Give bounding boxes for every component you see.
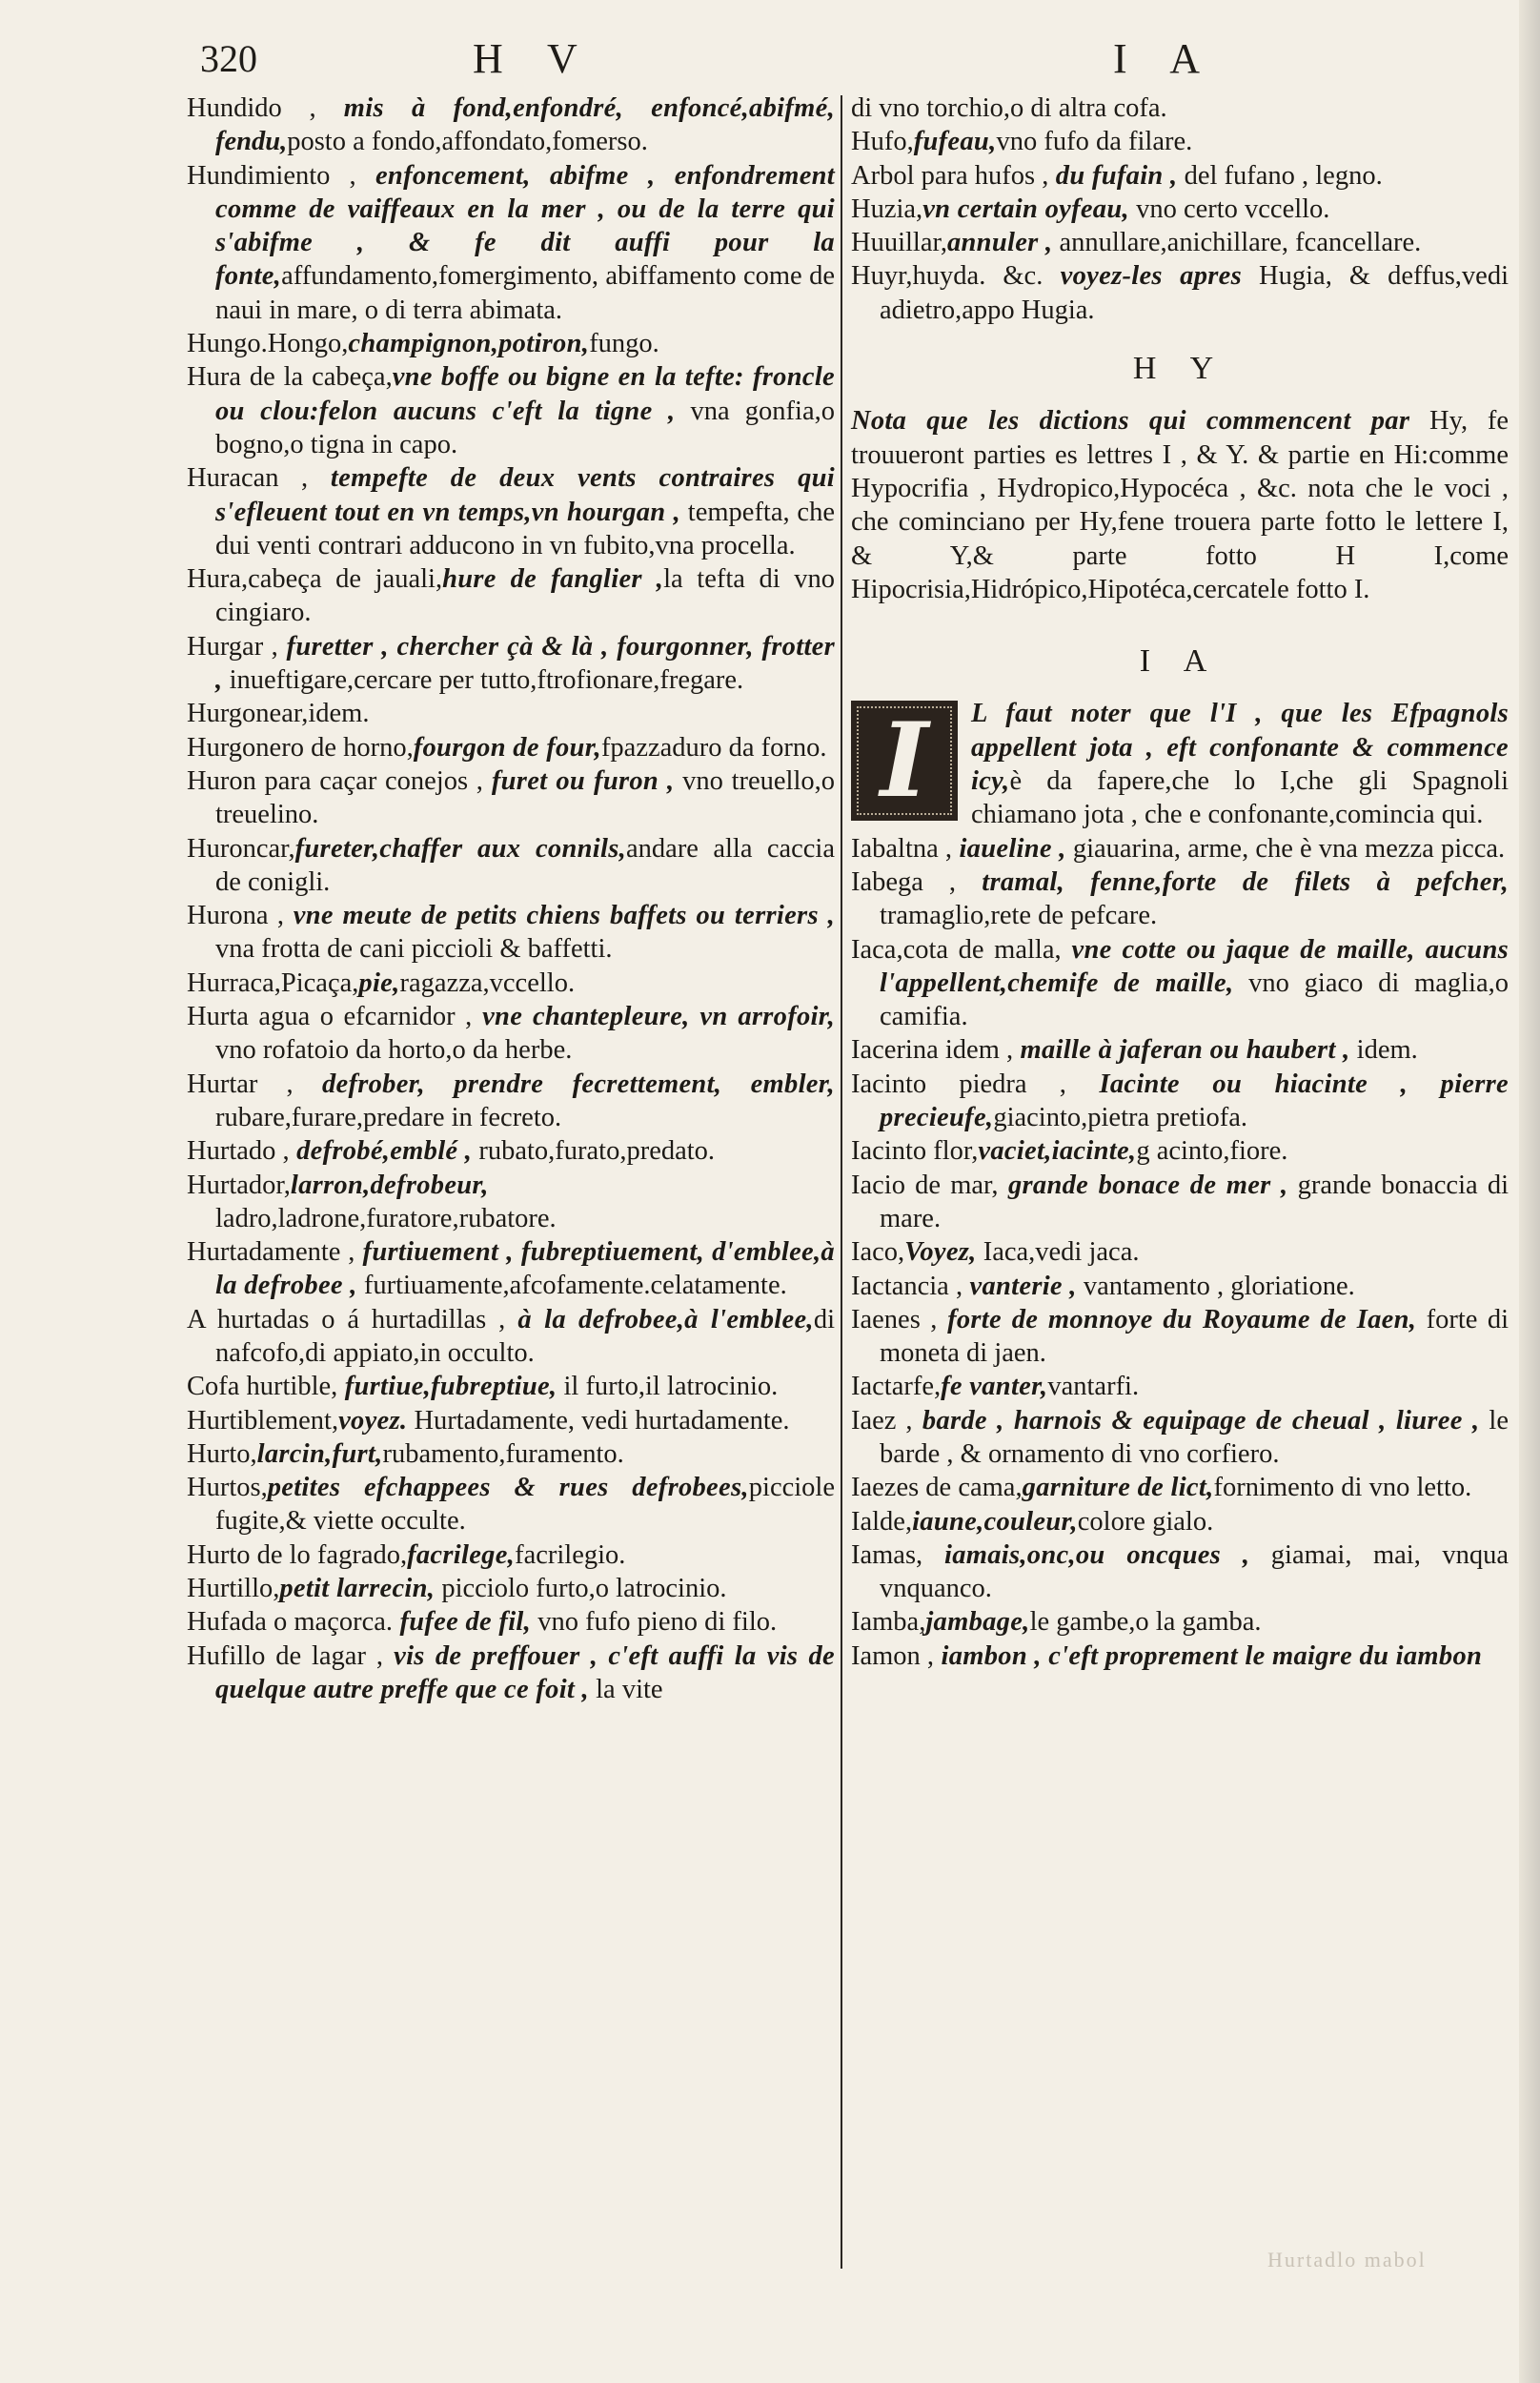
headword: Hurto de lo fagrado,	[187, 1539, 408, 1570]
headword: Huuillar,	[851, 228, 947, 258]
french-gloss: jambage,	[925, 1607, 1030, 1638]
right-top-entries	[851, 92, 1509, 327]
headword: Iacerina idem ,	[851, 1035, 1014, 1066]
headword: Iacinto piedra ,	[851, 1069, 1066, 1099]
french-gloss: voyez-les apres	[1043, 261, 1242, 292]
italian-gloss: tramaglio,rete de pefcare.	[880, 901, 1158, 931]
dictionary-entry	[187, 630, 835, 698]
left-column	[187, 92, 835, 1706]
headword: Iabaltna ,	[851, 833, 953, 864]
headword: Ialde,	[851, 1506, 913, 1537]
dictionary-entry	[851, 1235, 1509, 1269]
french-gloss: du fufain ,	[1048, 160, 1178, 191]
dictionary-entry	[187, 92, 835, 159]
dictionary-entry	[851, 259, 1509, 327]
french-gloss: vn certain oyfeau,	[922, 193, 1129, 224]
italian-gloss: colore gialo.	[1077, 1506, 1214, 1537]
dictionary-entry	[187, 697, 835, 730]
french-gloss: enfoncement, abifme , enfondrement comme de vaiffeaux en la mer , ou de la terre qui s'abifme , & fe dit auffi pour la fonte,	[215, 160, 836, 292]
dictionary-entry	[851, 1471, 1509, 1504]
italian-gloss: fungo.	[589, 329, 659, 359]
dictionary-entry	[187, 1000, 835, 1068]
french-gloss: defrobé,emblé ,	[289, 1136, 473, 1167]
french-gloss: garniture de lict,	[1022, 1473, 1214, 1503]
french-gloss: defrober, prendre fecrettement, embler,	[293, 1069, 835, 1099]
dictionary-entry	[187, 1134, 835, 1168]
headword: Hundido ,	[187, 93, 316, 123]
dictionary-entry	[851, 1169, 1509, 1236]
headword: Hurgonear,	[187, 699, 309, 729]
italian-gloss: tempefta, che dui venti contrari adducono in vn fubito,vna procella.	[215, 497, 835, 560]
italian-gloss: Hugia, & deffus,vedi adietro,appo Hugia.	[880, 261, 1509, 325]
dictionary-entry	[851, 1033, 1509, 1067]
section-note-hy	[851, 404, 1509, 606]
french-gloss: furtiuement , fubreptiuement, d'emblee,à la defrobee ,	[215, 1237, 835, 1301]
headword: Iaca,cota de malla,	[851, 934, 1062, 965]
french-gloss: fufee de fil,	[393, 1607, 532, 1638]
dictionary-entry	[187, 1640, 835, 1707]
italian-gloss: la vite	[589, 1674, 663, 1704]
right-entries	[851, 832, 1509, 1673]
headword: Hurona ,	[187, 901, 285, 931]
headword: Hungo.Hongo,	[187, 329, 349, 359]
french-gloss: tramal, fenne,forte de filets à pefcher,	[956, 866, 1509, 897]
dictionary-entry	[851, 226, 1509, 259]
section-heading-hy: H Y	[1132, 351, 1227, 387]
dictionary-entry	[851, 866, 1509, 933]
dictionary-entry	[851, 1505, 1509, 1538]
headword: Hurtar ,	[187, 1069, 294, 1099]
italian-gloss: vantarfi.	[1047, 1372, 1140, 1402]
running-head	[0, 31, 1540, 88]
italian-gloss: rubamento,furamento.	[382, 1438, 624, 1469]
decorated-initial-letter: I	[880, 701, 929, 822]
dictionary-entry	[851, 1134, 1509, 1168]
headword: Hurgar ,	[187, 631, 278, 662]
dictionary-entry	[187, 1370, 835, 1403]
italian-gloss: g acinto,fiore.	[1136, 1136, 1288, 1167]
french-gloss: fe vanter,	[941, 1372, 1048, 1402]
italian-gloss: fornimento di vno letto.	[1213, 1473, 1472, 1503]
italian-gloss: giacinto,pietra pretiofa.	[993, 1103, 1248, 1133]
dictionary-entry	[187, 1605, 835, 1639]
dictionary-entry	[187, 832, 835, 900]
headword: Hura de la cabeça,	[187, 362, 393, 393]
dictionary-entry	[187, 1404, 835, 1437]
dictionary-entry	[851, 1370, 1509, 1403]
italian-gloss: del fufano , legno.	[1177, 160, 1383, 191]
dictionary-entry	[187, 461, 835, 562]
dictionary-entry	[851, 125, 1509, 158]
headword: Hurta agua o efcarnidor ,	[187, 1002, 473, 1032]
headword: Hurtado ,	[187, 1136, 290, 1167]
french-gloss: voyez.	[338, 1405, 408, 1436]
dictionary-entry	[851, 1404, 1509, 1472]
italian-gloss: forte di moneta di jaen.	[880, 1304, 1510, 1369]
left-column-heading: H V	[473, 35, 595, 82]
french-gloss: Iacinte ou hiacinte , pierre precieufe,	[880, 1069, 1509, 1133]
dictionary-entry	[187, 1572, 835, 1605]
right-column-heading: I A	[1113, 35, 1217, 82]
headword: Iamba,	[851, 1607, 926, 1638]
headword: Iacinto flor,	[851, 1136, 979, 1167]
headword: Hurtador,	[187, 1170, 291, 1200]
italian-gloss: vno giaco di maglia,o camifia.	[880, 967, 1509, 1032]
dictionary-entry	[187, 1235, 835, 1303]
french-gloss: larron,defrobeur,	[290, 1170, 489, 1200]
italian-gloss: vna gonfia,o bogno,o tigna in capo.	[215, 396, 835, 459]
headword: Iaco,	[851, 1237, 905, 1268]
italian-gloss: grande bonaccia di mare.	[880, 1170, 1509, 1233]
dictionary-entry	[851, 193, 1509, 226]
french-gloss: hure de fanglier ,	[442, 564, 664, 595]
headword: Iabega ,	[851, 866, 957, 897]
headword: Hurto,	[187, 1438, 257, 1469]
dictionary-entry	[187, 1169, 835, 1236]
french-gloss: vne cotte ou jaque de maille, aucuns l'appellent,chemife de maille,	[880, 934, 1509, 998]
headword: A hurtadas o á hurtadillas ,	[187, 1304, 506, 1334]
italian-gloss: la tefta di vno cingiaro.	[215, 564, 835, 628]
italian-gloss: vantamento , gloriatione.	[1076, 1271, 1355, 1301]
italian-gloss: rubato,furato,predato.	[472, 1136, 716, 1167]
french-gloss: vne chantepleure, vn arrofoir,	[472, 1002, 836, 1032]
french-gloss: vis de preffouer , c'eft auffi la vis de quelque autre preffe que ce foit ,	[215, 1640, 835, 1704]
headword: Iaezes de cama,	[851, 1473, 1023, 1503]
dictionary-entry	[187, 159, 835, 327]
italian-gloss: annullare,anichillare, fcancellare.	[1052, 228, 1422, 258]
italian-gloss: idem.	[1349, 1035, 1418, 1066]
dictionary-entry	[187, 967, 835, 1000]
dictionary-entry	[187, 764, 835, 832]
french-gloss: fufeau,	[913, 127, 997, 157]
french-gloss: champignon,potiron,	[348, 329, 590, 359]
french-gloss: facrilege,	[407, 1539, 516, 1570]
dictionary-entry	[187, 1437, 835, 1471]
french-gloss: iambon , c'eft proprement le maigre du iambon	[934, 1640, 1483, 1671]
french-gloss: à la defrobee,à l'emblee,	[505, 1304, 814, 1334]
italian-gloss: Hurtadamente, vedi hurtadamente.	[407, 1405, 790, 1436]
french-gloss-extra: fendu,	[215, 127, 288, 157]
page-number: 320	[200, 37, 257, 80]
french-gloss: grande bonace de mer ,	[998, 1170, 1288, 1200]
headword: Hurgonero de horno,	[187, 732, 414, 763]
headword: Iamon ,	[851, 1640, 935, 1671]
headword: Huyr,huyda. &c.	[851, 261, 1044, 292]
dictionary-entry	[851, 1605, 1509, 1639]
note-french: Nota que les dictions qui commencent par	[851, 406, 1410, 437]
section-heading-ia: I A	[1139, 643, 1221, 680]
italian-gloss: ladro,ladrone,furatore,rubatore.	[215, 1203, 557, 1233]
french-gloss: mis à fond,enfondré, enfoncé,abifmé,	[315, 93, 835, 123]
headword: Cofa hurtible,	[187, 1372, 338, 1402]
italian-gloss: picciole fugite,& viette occulte.	[215, 1473, 835, 1537]
dictionary-entry	[851, 1640, 1509, 1673]
headword: Hundimiento ,	[187, 160, 356, 191]
french-gloss: annuler ,	[946, 228, 1053, 258]
italian-gloss: inueftigare,cercare per tutto,ftrofionare,fregare.	[222, 665, 744, 696]
intro-italian: è da fapere,che lo I,che gli Spagnoli chiamano jota , che e confonante,comincia qui.	[971, 766, 1509, 830]
italian-gloss: idem.	[308, 699, 370, 729]
headword: Hufada o maçorca.	[187, 1607, 394, 1638]
headword: Hura,cabeça de jauali,	[187, 564, 443, 595]
headword: Huroncar,	[187, 833, 295, 864]
italian-gloss: vno rofatoio da horto,o da herbe.	[215, 1035, 573, 1066]
headword: Huron para caçar conejos ,	[187, 765, 483, 796]
italian-gloss: le barde , & ornamento di vno corfiero.	[880, 1405, 1509, 1469]
dictionary-entry	[187, 562, 835, 630]
headword: Hurtiblement,	[187, 1405, 339, 1436]
intro-french: L faut noter que l'I , que les Efpagnols appellent jota , eft confonante & commence icy,	[971, 699, 1509, 797]
dictionary-entry	[851, 933, 1509, 1034]
italian-gloss: ragazza,vccello.	[399, 967, 576, 998]
headword: Iactarfe,	[851, 1372, 942, 1402]
french-gloss: fureter,chaffer aux connils,	[294, 833, 627, 864]
french-gloss: furet ou furon ,	[482, 765, 675, 796]
italian-gloss: vno fufo pieno di filo.	[531, 1607, 778, 1638]
italian-gloss: giamai, mai, vnqua vnquanco.	[880, 1539, 1509, 1604]
italian-gloss: furtiuamente,afcofamente.celatamente.	[356, 1271, 787, 1301]
italian-gloss: posto a fondo,affondato,fomerso.	[287, 127, 648, 157]
dictionary-entry	[187, 1303, 835, 1371]
french-gloss: barde , harnois & equipage de cheual , liuree ,	[912, 1405, 1480, 1436]
dictionary-entry	[851, 1303, 1509, 1371]
french-gloss: larcin,furt,	[256, 1438, 383, 1469]
headword: Hurraca,Picaça,	[187, 967, 359, 998]
note-text: Hy, fe trouueront parties es lettres I , & Y. & partie en Hi:comme Hypocrifia , Hydropico,Hypocéca , &c. nota che le voci , che cominciano per Hy,fene trouera parte fotto le lettere I, & Y,& parte fotto H I,come Hipocrisia,Hidrópico,Hipotéca,cercatele fotto I.	[851, 406, 1510, 604]
dictionary-entry	[851, 1068, 1509, 1135]
italian-gloss: vno certo vccello.	[1128, 193, 1330, 224]
italian-gloss: giauarina, arme, che è vna mezza picca.	[1065, 833, 1506, 864]
italian-gloss: Iaca,vedi jaca.	[976, 1237, 1140, 1268]
headword: Hufillo de lagar ,	[187, 1640, 383, 1671]
french-gloss: pie,	[358, 967, 400, 998]
french-gloss: furtiue,fubreptiue,	[337, 1372, 557, 1402]
decorated-initial	[851, 701, 958, 821]
italian-gloss: andare alla caccia de conigli.	[215, 833, 835, 897]
headword: Iactancia ,	[851, 1271, 963, 1301]
dictionary-entry	[851, 92, 1509, 125]
headword: Hurtadamente ,	[187, 1237, 355, 1268]
headword: Iacio de mar,	[851, 1170, 999, 1200]
italian-gloss: di nafcofo,di appiato,in occulto.	[215, 1304, 835, 1368]
italian-gloss: di vno torchio,o di altra cofa.	[851, 93, 1167, 123]
french-gloss: iaune,couleur,	[912, 1506, 1078, 1537]
dictionary-entry	[187, 327, 835, 360]
section-intro-ia	[851, 697, 1509, 831]
french-gloss: vne meute de petits chiens baffets ou terriers ,	[284, 901, 835, 931]
french-gloss: vne boffe ou bigne en la tefte: froncle ou clou:felon aucuns c'eft la tigne ,	[215, 362, 835, 426]
french-gloss: iamais,onc,ou oncques ,	[922, 1539, 1250, 1570]
right-column	[851, 92, 1509, 1673]
italian-gloss: vna frotta de cani piccioli & baffetti.	[215, 934, 613, 965]
french-gloss: iaueline ,	[952, 833, 1066, 864]
italian-gloss: facrilegio.	[515, 1539, 626, 1570]
column-rule	[841, 95, 842, 2269]
italian-gloss: vno treuello,o treuelino.	[215, 765, 836, 830]
headword: Hurtillo,	[187, 1574, 280, 1604]
italian-gloss: il furto,il latrocinio.	[557, 1372, 779, 1402]
bleed-through-text: Hurtadlo mabol	[1267, 2248, 1427, 2271]
french-gloss: Voyez,	[904, 1237, 977, 1268]
dictionary-entry	[851, 1538, 1509, 1606]
headword: Hurtos,	[187, 1473, 268, 1503]
french-gloss: tempefte de deux vents contraires qui s'efleuent tout en vn temps,vn hourgan ,	[215, 463, 835, 527]
italian-gloss: fpazzaduro da forno.	[600, 732, 827, 763]
headword: Arbol para hufos ,	[851, 160, 1049, 191]
headword: Iaez ,	[851, 1405, 913, 1436]
dictionary-entry	[851, 832, 1509, 866]
dictionary-entry	[187, 899, 835, 967]
french-gloss: vanterie ,	[962, 1271, 1077, 1301]
italian-gloss: rubare,furare,predare in fecreto.	[215, 1102, 562, 1132]
dictionary-entry	[187, 1471, 835, 1538]
french-gloss: fourgon de four,	[413, 732, 601, 763]
dictionary-entry	[187, 1068, 835, 1135]
french-gloss: petites efchappees & rues defrobees,	[267, 1473, 749, 1503]
headword: Huzia,	[851, 193, 923, 224]
italian-gloss: vno fufo da filare.	[996, 127, 1193, 157]
italian-gloss: picciolo furto,o latrocinio.	[435, 1574, 727, 1604]
italian-gloss: le gambe,o la gamba.	[1029, 1607, 1262, 1638]
headword: Hufo,	[851, 127, 914, 157]
dictionary-entry	[851, 1270, 1509, 1303]
headword: Iaenes ,	[851, 1304, 938, 1334]
dictionary-entry	[187, 360, 835, 461]
headword: Iamas,	[851, 1539, 923, 1570]
french-gloss: vaciet,iacinte,	[978, 1136, 1137, 1167]
dictionary-entry	[187, 1538, 835, 1572]
french-gloss: forte de monnoye du Royaume de Iaen,	[937, 1304, 1417, 1334]
headword: Huracan ,	[187, 463, 309, 494]
page-edge	[1519, 0, 1540, 2383]
french-gloss: maille à jaferan ou haubert ,	[1013, 1035, 1350, 1066]
dictionary-entry	[851, 159, 1509, 193]
italian-gloss: affundamento,fomergimento, abiffamento come de naui in mare, o di terra abimata.	[215, 261, 835, 325]
french-gloss: furetter , chercher çà & là , fourgonner, frotter ,	[215, 631, 835, 696]
dictionary-entry	[187, 731, 835, 764]
french-gloss: petit larrecin,	[279, 1574, 436, 1604]
